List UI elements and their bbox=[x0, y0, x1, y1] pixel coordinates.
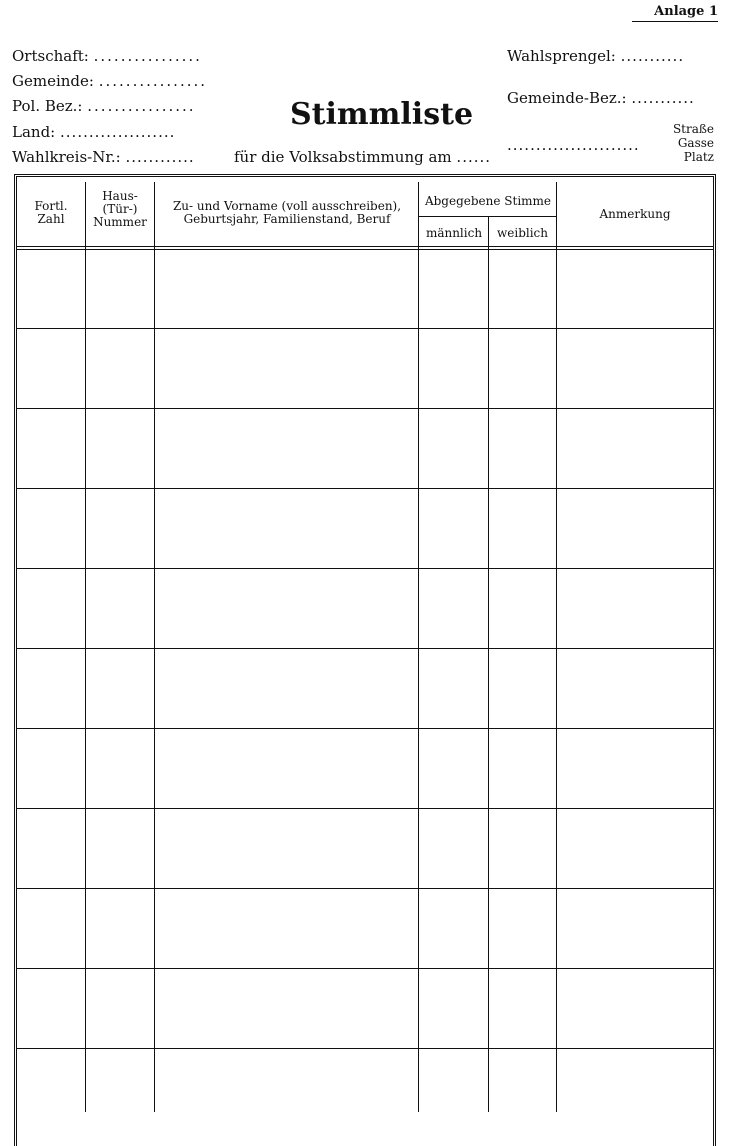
table-row-line bbox=[17, 888, 714, 889]
field-land[interactable] bbox=[12, 123, 175, 141]
table-row-line bbox=[17, 808, 714, 809]
field-gemeinde-bez-label: Gemeinde-Bez.: bbox=[507, 89, 627, 107]
annex-underline bbox=[632, 21, 718, 22]
col-header-anmerkung: Anmerkung bbox=[599, 207, 671, 221]
col-header-name bbox=[156, 200, 418, 226]
col-header-weiblich: weiblich bbox=[496, 226, 549, 240]
col-header-name-line1: Zu- und Vorname (voll ausschreiben), bbox=[172, 199, 402, 213]
field-land-label: Land: bbox=[12, 123, 56, 141]
field-pol-bez-dots: ................ bbox=[87, 97, 196, 115]
street-option-platz: Platz bbox=[683, 150, 714, 164]
field-gemeinde-bez[interactable] bbox=[507, 89, 695, 107]
field-wahlkreis-label: Wahlkreis-Nr.: bbox=[12, 148, 121, 166]
field-gemeinde-dots: ................ bbox=[98, 72, 208, 90]
column-divider bbox=[556, 182, 557, 1112]
field-street-dots[interactable]: ....................... bbox=[507, 136, 640, 154]
field-wahlsprengel-label: Wahlsprengel: bbox=[507, 47, 616, 65]
street-option-gasse: Gasse bbox=[677, 136, 714, 150]
field-wahlsprengel[interactable] bbox=[507, 47, 684, 65]
table-row-line bbox=[17, 1048, 714, 1049]
table-row-line bbox=[17, 488, 714, 489]
column-divider bbox=[488, 217, 489, 1112]
table-row-line bbox=[17, 568, 714, 569]
column-divider bbox=[154, 182, 155, 1112]
col-header-haus-line3: Nummer bbox=[93, 215, 147, 229]
annex-label: Anlage 1 bbox=[654, 4, 718, 19]
field-ortschaft-label: Ortschaft: bbox=[12, 47, 89, 65]
column-divider bbox=[418, 182, 419, 1112]
col-header-fortl bbox=[20, 200, 82, 226]
col-header-name-line2: Geburtsjahr, Familienstand, Beruf bbox=[183, 212, 391, 226]
stimme-subheader-line bbox=[418, 216, 556, 217]
col-header-haus-line2: (Tür-) bbox=[102, 202, 138, 216]
street-option-strasse: Straße bbox=[672, 122, 714, 136]
field-volksabstimmung-label: für die Volksabstimmung am bbox=[234, 148, 452, 166]
field-pol-bez[interactable] bbox=[12, 97, 196, 115]
header-bottom-line bbox=[17, 246, 714, 247]
header-bottom-line bbox=[17, 249, 714, 250]
field-wahlkreis-dots: ............ bbox=[125, 148, 195, 166]
table-row-line bbox=[17, 648, 714, 649]
col-header-stimme: Abgegebene Stimme bbox=[424, 194, 552, 208]
field-volksabstimmung-dots: ...... bbox=[456, 148, 492, 166]
col-header-haus-line1: Haus- bbox=[102, 189, 138, 203]
field-ortschaft[interactable] bbox=[12, 47, 202, 65]
table-row-line bbox=[17, 408, 714, 409]
field-volksabstimmung[interactable] bbox=[234, 148, 491, 166]
field-land-dots: .................... bbox=[60, 123, 176, 141]
table-row-line bbox=[17, 968, 714, 969]
field-wahlsprengel-dots: ........... bbox=[620, 47, 685, 65]
table-row-line bbox=[17, 328, 714, 329]
voter-table bbox=[14, 174, 716, 1146]
field-pol-bez-label: Pol. Bez.: bbox=[12, 97, 83, 115]
col-header-fortl-text: Fortl. Zahl bbox=[34, 199, 68, 226]
page-title: Stimmliste bbox=[290, 97, 474, 132]
field-gemeinde[interactable] bbox=[12, 72, 207, 90]
field-gemeinde-bez-dots: ........... bbox=[631, 89, 695, 107]
field-ortschaft-dots: ................ bbox=[93, 47, 202, 65]
field-wahlkreis[interactable] bbox=[12, 148, 195, 166]
column-divider bbox=[85, 182, 86, 1112]
field-gemeinde-label: Gemeinde: bbox=[12, 72, 94, 90]
table-row-line bbox=[17, 728, 714, 729]
col-header-maennlich: männlich bbox=[425, 226, 483, 240]
col-header-haus bbox=[86, 190, 154, 229]
